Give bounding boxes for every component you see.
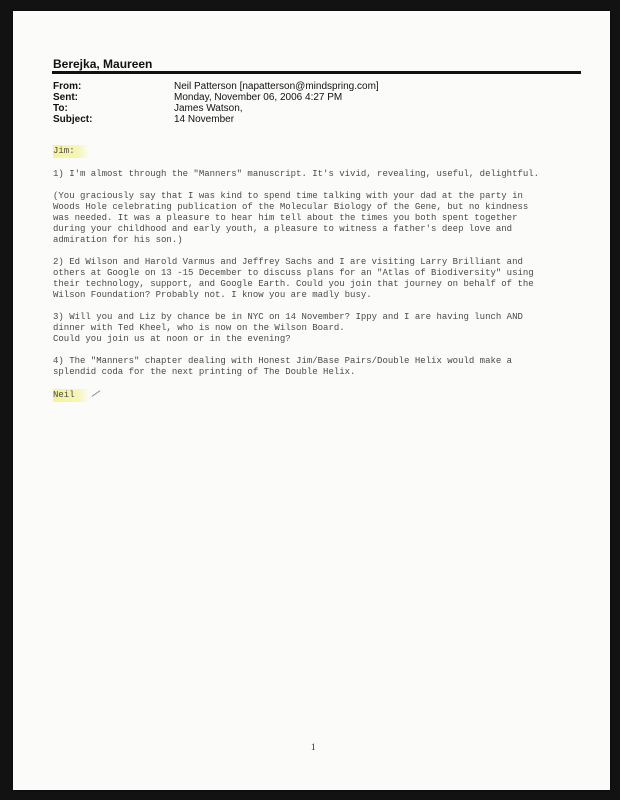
paragraph-5: 4) The "Manners" chapter dealing with Honest Jim/Base Pairs/Double Helix would make a splendid coda for the next printing of The Double Helix. <box>53 356 513 377</box>
email-body <box>53 145 593 402</box>
paragraph-2: (You graciously say that I was kind to spend time talking with your dad at the party in Woods Hole celebrating publication of the Molecular Biology of the Gene, but no kindness was needed. It was a pleasure to hear him tell about the times you both spent together during your childhood and early youth, a pleasure to witness a father's deep love and admiration for his son.) <box>53 191 529 245</box>
sent-label: Sent: <box>53 92 78 103</box>
subject-value: 14 November <box>174 114 235 125</box>
signoff-highlighted: Neil <box>53 389 89 402</box>
greeting-highlighted: Jim: <box>53 145 89 158</box>
to-row <box>53 103 379 114</box>
sent-row <box>53 92 379 103</box>
page-number: 1 <box>311 742 316 752</box>
header-divider <box>52 71 581 74</box>
paragraph-1: 1) I'm almost through the "Manners" manuscript. It's vivid, revealing, useful, delightful. <box>53 169 540 179</box>
paragraph-4: 3) Will you and Liz by chance be in NYC on 14 November? Ippy and I are having lunch AND dinner with Ted Kheel, who is now on the Wilson Board. Could you join us at noon or in the evening? <box>53 312 523 344</box>
sent-value: Monday, November 06, 2006 4:27 PM <box>174 92 343 103</box>
to-label: To: <box>53 103 68 114</box>
sender-name: Berejka, Maureen <box>53 57 153 71</box>
from-value: Neil Patterson [napatterson@mindspring.com] <box>174 81 379 92</box>
subject-row <box>53 114 379 125</box>
from-label: From: <box>53 81 82 92</box>
to-value: James Watson, <box>174 103 243 114</box>
paragraph-3: 2) Ed Wilson and Harold Varmus and Jeffrey Sachs and I are visiting Larry Brilliant and others at Google on 13 -15 December to discuss plans for an "Atlas of Biodiversity" using their technology, support, and Google Earth. Could you join that journey on behalf of the Wilson Foundation? Probably not. I know you are madly busy. <box>53 257 534 300</box>
from-row <box>53 81 379 92</box>
document-page <box>13 11 610 790</box>
email-header-fields <box>53 81 379 125</box>
subject-label: Subject: <box>53 114 93 125</box>
